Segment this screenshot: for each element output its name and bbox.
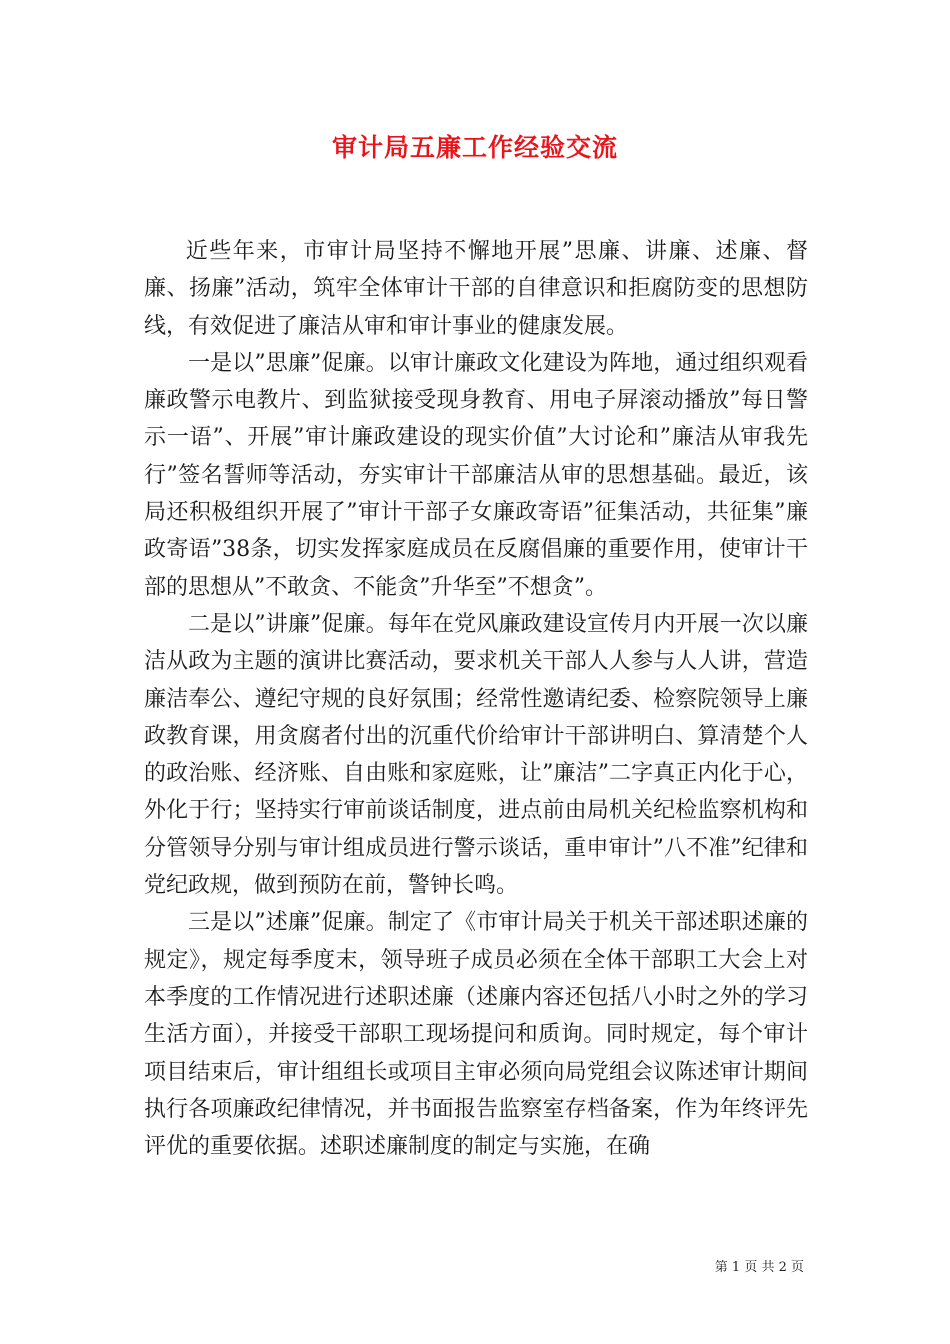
document-title: 审计局五廉工作经验交流 xyxy=(331,133,618,162)
paragraph-shulian: 三是以”述廉”促廉。制定了《市审计局关于机关干部述职述廉的规定》，规定每季度末，领导班子成员必须在全体干部职工大会上对本季度的工作情况进行述职述廉（述廉内容还包括八小时之外的学习生活方面），并接受干部职工现场提问和质询。同时规定，每个审计项目结束后，审计组组长或项目主审必须向局党组会议陈述审计期间执行各项廉政纪律情况，并书面报告监察室存档备案，作为年终评先评优的重要依据。述职述廉制度的制定与实施，在确 xyxy=(144,910,808,1160)
paragraph-jianglian: 二是以”讲廉”促廉。每年在党风廉政建设宣传月内开展一次以廉洁从政为主题的演讲比赛活动，要求机关干部人人参与人人讲，营造廉洁奉公、遵纪守规的良好氛围；经常性邀请纪委、检察院领导上廉政教育课，用贪腐者付出的沉重代价给审计干部讲明白、算清楚个人的政治账、经济账、自由账和家庭账，让”廉洁”二字真正内化于心，外化于行；坚持实行审前谈话制度，进点前由局机关纪检监察机构和分管领导分别与审计组成员进行警示谈话，重申审计”八不准”纪律和党纪政规，做到预防在前，警钟长鸣。 xyxy=(144,611,808,899)
paragraph-silian: 一是以”思廉”促廉。以审计廉政文化建设为阵地，通过组织观看廉政警示电教片、到监狱接受现身教育、用电子屏滚动播放”每日警示一语”、开展”审计廉政建设的现实价值”大讨论和”廉洁从审我先行”签名誓师等活动，夯实审计干部廉洁从审的思想基础。最近，该局还积极组织开展了”审计干部子女廉政寄语”征集活动，共征集”廉政寄语”38条，切实发挥家庭成员在反腐倡廉的重要作用，使审计干部的思想从”不敢贪、不能贪”升华至”不想贪”。 xyxy=(144,350,808,600)
document-body xyxy=(144,233,808,1165)
page-number-footer: 第 1 页 共 2 页 xyxy=(714,1260,804,1275)
paragraph-intro: 近些年来，市审计局坚持不懈地开展”思廉、讲廉、述廉、督廉、扬廉”活动，筑牢全体审计干部的自律意识和拒腐防变的思想防线，有效促进了廉洁从审和审计事业的健康发展。 xyxy=(144,239,808,339)
